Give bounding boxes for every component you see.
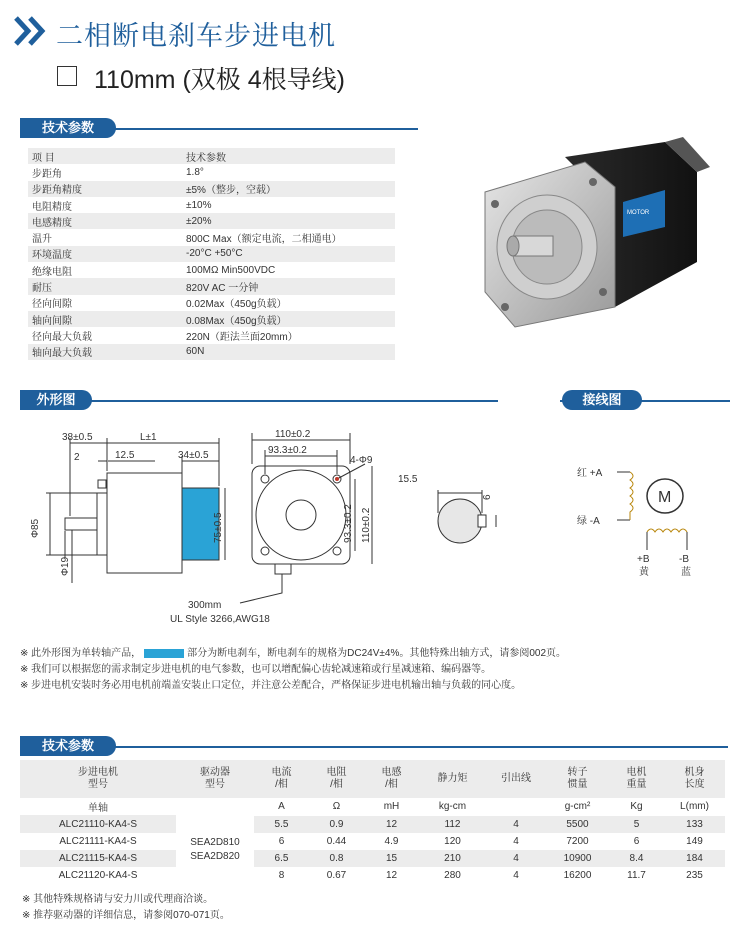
- tech-row: [20, 833, 725, 850]
- tech-cell: 4: [486, 850, 546, 867]
- tech-cell: 210: [419, 850, 486, 867]
- dim-38: 38±0.5: [62, 432, 93, 443]
- section-tag-spec: 技术参数: [20, 118, 116, 138]
- spec-row: [28, 327, 395, 343]
- page-title: 二相断电刹车步进电机: [56, 21, 336, 51]
- tech-cell: 7200: [566, 836, 589, 847]
- spec-value: 0.02Max（450g负载）: [186, 299, 287, 311]
- section-tag-tech: 技术参数: [20, 736, 116, 756]
- tech-unit-cell: kg-cm: [438, 801, 467, 813]
- spec-item: 步距角精度: [28, 181, 182, 197]
- tech-cell: 12: [385, 870, 398, 881]
- dim-34: 34±0.5: [178, 450, 209, 461]
- tech-model: ALC21110-KA4-S: [20, 816, 176, 834]
- spec-item: 电感精度: [28, 213, 182, 229]
- spec-item: 步距角: [32, 168, 62, 180]
- wiring-diagram: [575, 460, 715, 580]
- tech-unit-cell: [486, 798, 546, 816]
- spec-item: 径向最大负载: [32, 331, 92, 343]
- tech-cell: 5500: [546, 816, 609, 834]
- spec-row: [28, 213, 395, 229]
- section-tag-outline: 外形图: [20, 390, 92, 410]
- spec-item: 项 目: [28, 148, 182, 164]
- spec-row: [28, 229, 395, 245]
- tech-row: [20, 816, 725, 834]
- wire-green-label: 绿 -A: [577, 516, 600, 527]
- tech-cell: 120: [444, 836, 461, 847]
- dim-holes: 4-Φ9: [350, 455, 373, 466]
- tech-cell: 4: [486, 816, 546, 834]
- tech-header-cell: 机身 长度: [664, 760, 725, 798]
- tech-cell: 4: [513, 870, 519, 881]
- spec-value: 技术参数: [182, 148, 395, 164]
- tech-unit-cell: A: [278, 801, 285, 813]
- spec-value: 60N: [182, 344, 395, 360]
- wire-pb-label: +B: [637, 554, 650, 565]
- tech-cell: 10900: [546, 850, 609, 867]
- tech-cell: 4: [513, 836, 519, 847]
- tech-units-row: [20, 798, 725, 816]
- spec-item: 绝缘电阻: [32, 266, 72, 278]
- dim-6: 6: [482, 494, 493, 500]
- tech-header-cell: 电阻 /相: [309, 760, 364, 798]
- section-divider: [20, 746, 728, 748]
- tech-model: ALC21115-KA4-S: [20, 850, 176, 867]
- tech-header-row: [20, 760, 725, 798]
- note-1: [20, 646, 566, 661]
- spec-table: [28, 148, 395, 360]
- tech-cell: 11.7: [627, 870, 646, 881]
- tech-cell: 8.4: [609, 850, 664, 867]
- spec-value: 100MΩ Min500VDC: [186, 264, 276, 276]
- spec-row: [28, 311, 395, 327]
- tech-row: [20, 850, 725, 867]
- cable-length: 300mm: [188, 600, 222, 611]
- motor-photo: [475, 132, 715, 332]
- cable-spec: UL Style 3266,AWG18: [170, 614, 270, 625]
- spec-row: [28, 246, 395, 262]
- spec-value: 0.08Max（450g负载）: [182, 311, 395, 327]
- wire-mb-label: -B: [679, 554, 689, 565]
- tech-cell: 0.67: [326, 870, 347, 881]
- tech-unit-cell: Kg: [630, 801, 643, 813]
- tech-driver-cell: [176, 816, 254, 885]
- spec-row: [28, 164, 395, 180]
- driver-model: SEA2D820: [190, 850, 240, 862]
- tech-cell: 5: [609, 816, 664, 834]
- spec-row: [28, 262, 395, 278]
- spec-row: [28, 148, 395, 164]
- tech-cell: 8: [278, 870, 285, 881]
- note-3: ※ 步进电机安装时务必用电机前端盖安装止口定位，并注意公差配合，严格保证步进电机输出轴与负载的同心度。: [20, 680, 522, 691]
- section-tag-wiring: 接线图: [562, 390, 642, 410]
- tech-cell: 12: [364, 816, 419, 834]
- tech-unit-cell: [176, 798, 254, 816]
- note-1-text: 部分为断电刹车，断电刹车的规格为DC24V±4%。其他特殊出轴方式，请参阅002页。: [187, 648, 567, 659]
- spec-value: -20°C +50°C: [182, 246, 395, 262]
- spec-row: [28, 344, 395, 360]
- tech-row: [20, 867, 725, 884]
- dim-75: 75±0.5: [213, 512, 224, 543]
- tech-model: ALC21120-KA4-S: [58, 870, 138, 881]
- tech-cell: 6: [278, 836, 285, 847]
- tech-cell: 149: [686, 836, 703, 847]
- tech-table: [20, 760, 725, 884]
- dim-93-3-top: 93.3±0.2: [268, 445, 307, 456]
- tech-header-cell: 引出线: [486, 760, 546, 798]
- tech-cell: 5.5: [254, 816, 309, 834]
- tech-cell: 235: [686, 870, 703, 881]
- tech-cell: 0.9: [309, 816, 364, 834]
- tech-header-cell: 电感 /相: [364, 760, 419, 798]
- spec-value: ±10%: [186, 199, 212, 211]
- driver-model: SEA2D810: [190, 836, 240, 848]
- spec-item: 温升: [32, 234, 52, 246]
- dim-110-top: 110±0.2: [275, 429, 311, 440]
- note-1-prefix: ※ 此外形图为单转轴产品，: [20, 648, 142, 659]
- dim-19: Φ19: [60, 556, 71, 576]
- tech-header-cell: 静力矩: [419, 760, 486, 798]
- tech-unit-cell: 单轴: [20, 798, 176, 816]
- footer-note-1: ※ 其他特殊规格请与安力川或代理商洽谈。: [22, 894, 214, 905]
- checkbox[interactable]: [57, 66, 77, 86]
- spec-row: [28, 181, 395, 197]
- tech-cell: 15: [364, 850, 419, 867]
- tech-model: ALC21111-KA4-S: [59, 836, 137, 847]
- dim-85: Φ85: [30, 518, 41, 538]
- motor-symbol: M: [658, 489, 672, 506]
- outline-drawing: [20, 418, 540, 633]
- tech-header-cell: 步进电机 型号: [20, 760, 176, 798]
- spec-row: [28, 278, 395, 294]
- tech-cell: 4.9: [384, 836, 399, 847]
- spec-item: 耐压: [28, 278, 182, 294]
- tech-cell: 112: [419, 816, 486, 834]
- motor-label-text: MOTOR: [627, 210, 650, 216]
- dim-2: 2: [74, 452, 80, 463]
- tech-cell: 6: [633, 836, 640, 847]
- tech-cell: 0.8: [309, 850, 364, 867]
- footer-note-2: ※ 推荐驱动器的详细信息，请参阅070-071页。: [22, 910, 230, 921]
- wire-red-label: 红 +A: [577, 468, 603, 479]
- spec-row: [28, 197, 395, 213]
- tech-header-cell: 电流 /相: [254, 760, 309, 798]
- spec-item: 径向间隙: [32, 299, 72, 311]
- tech-header-cell: 电机 重量: [609, 760, 664, 798]
- tech-cell: 0.44: [326, 836, 347, 847]
- note-2: ※ 我们可以根据您的需求制定步进电机的电气参数，也可以增配偏心齿轮减速箱或行星减速箱、编码器等。: [20, 664, 492, 675]
- brake-legend-swatch: [144, 649, 184, 658]
- tech-cell: 133: [664, 816, 725, 834]
- spec-value: 800C Max（额定电流，二相通电）: [186, 234, 342, 246]
- spec-value: 820V AC 一分钟: [182, 278, 395, 294]
- dim-15-5: 15.5: [398, 474, 418, 485]
- wire-yellow-label: 黄: [639, 567, 649, 578]
- tech-unit-cell: mH: [383, 801, 400, 813]
- spec-item: 轴向间隙: [28, 311, 182, 327]
- dim-12-5: 12.5: [115, 450, 135, 461]
- footer-notes: [22, 892, 230, 924]
- tech-cell: 16200: [563, 870, 592, 881]
- wire-blue-label: 蓝: [681, 567, 691, 578]
- tech-cell: 6.5: [254, 850, 309, 867]
- dim-110-side: 110±0.2: [361, 507, 372, 543]
- tech-cell: 184: [664, 850, 725, 867]
- dim-93-3-side: 93.3±0.2: [343, 504, 354, 543]
- double-chevron-icon: [14, 16, 50, 46]
- page-subtitle: 110mm (双极 4根导线): [94, 66, 345, 94]
- tech-cell: 280: [444, 870, 461, 881]
- spec-row: [28, 295, 395, 311]
- spec-value: 220N（距法兰面20mm）: [186, 331, 298, 343]
- tech-unit-cell: g-cm²: [564, 801, 591, 813]
- tech-unit-cell: Ω: [332, 801, 341, 813]
- spec-item: 轴向最大负载: [28, 344, 182, 360]
- spec-value: 1.8°: [186, 166, 204, 178]
- spec-value: ±20%: [182, 213, 395, 229]
- spec-value: ±5%（整步，空载）: [182, 181, 395, 197]
- tech-header-cell: 驱动器 型号: [176, 760, 254, 798]
- tech-unit-cell: L(mm): [680, 801, 709, 813]
- tech-header-cell: 转子 惯量: [546, 760, 609, 798]
- spec-item: 环境温度: [28, 246, 182, 262]
- spec-item: 电阻精度: [32, 201, 72, 213]
- dim-L: L±1: [140, 432, 157, 443]
